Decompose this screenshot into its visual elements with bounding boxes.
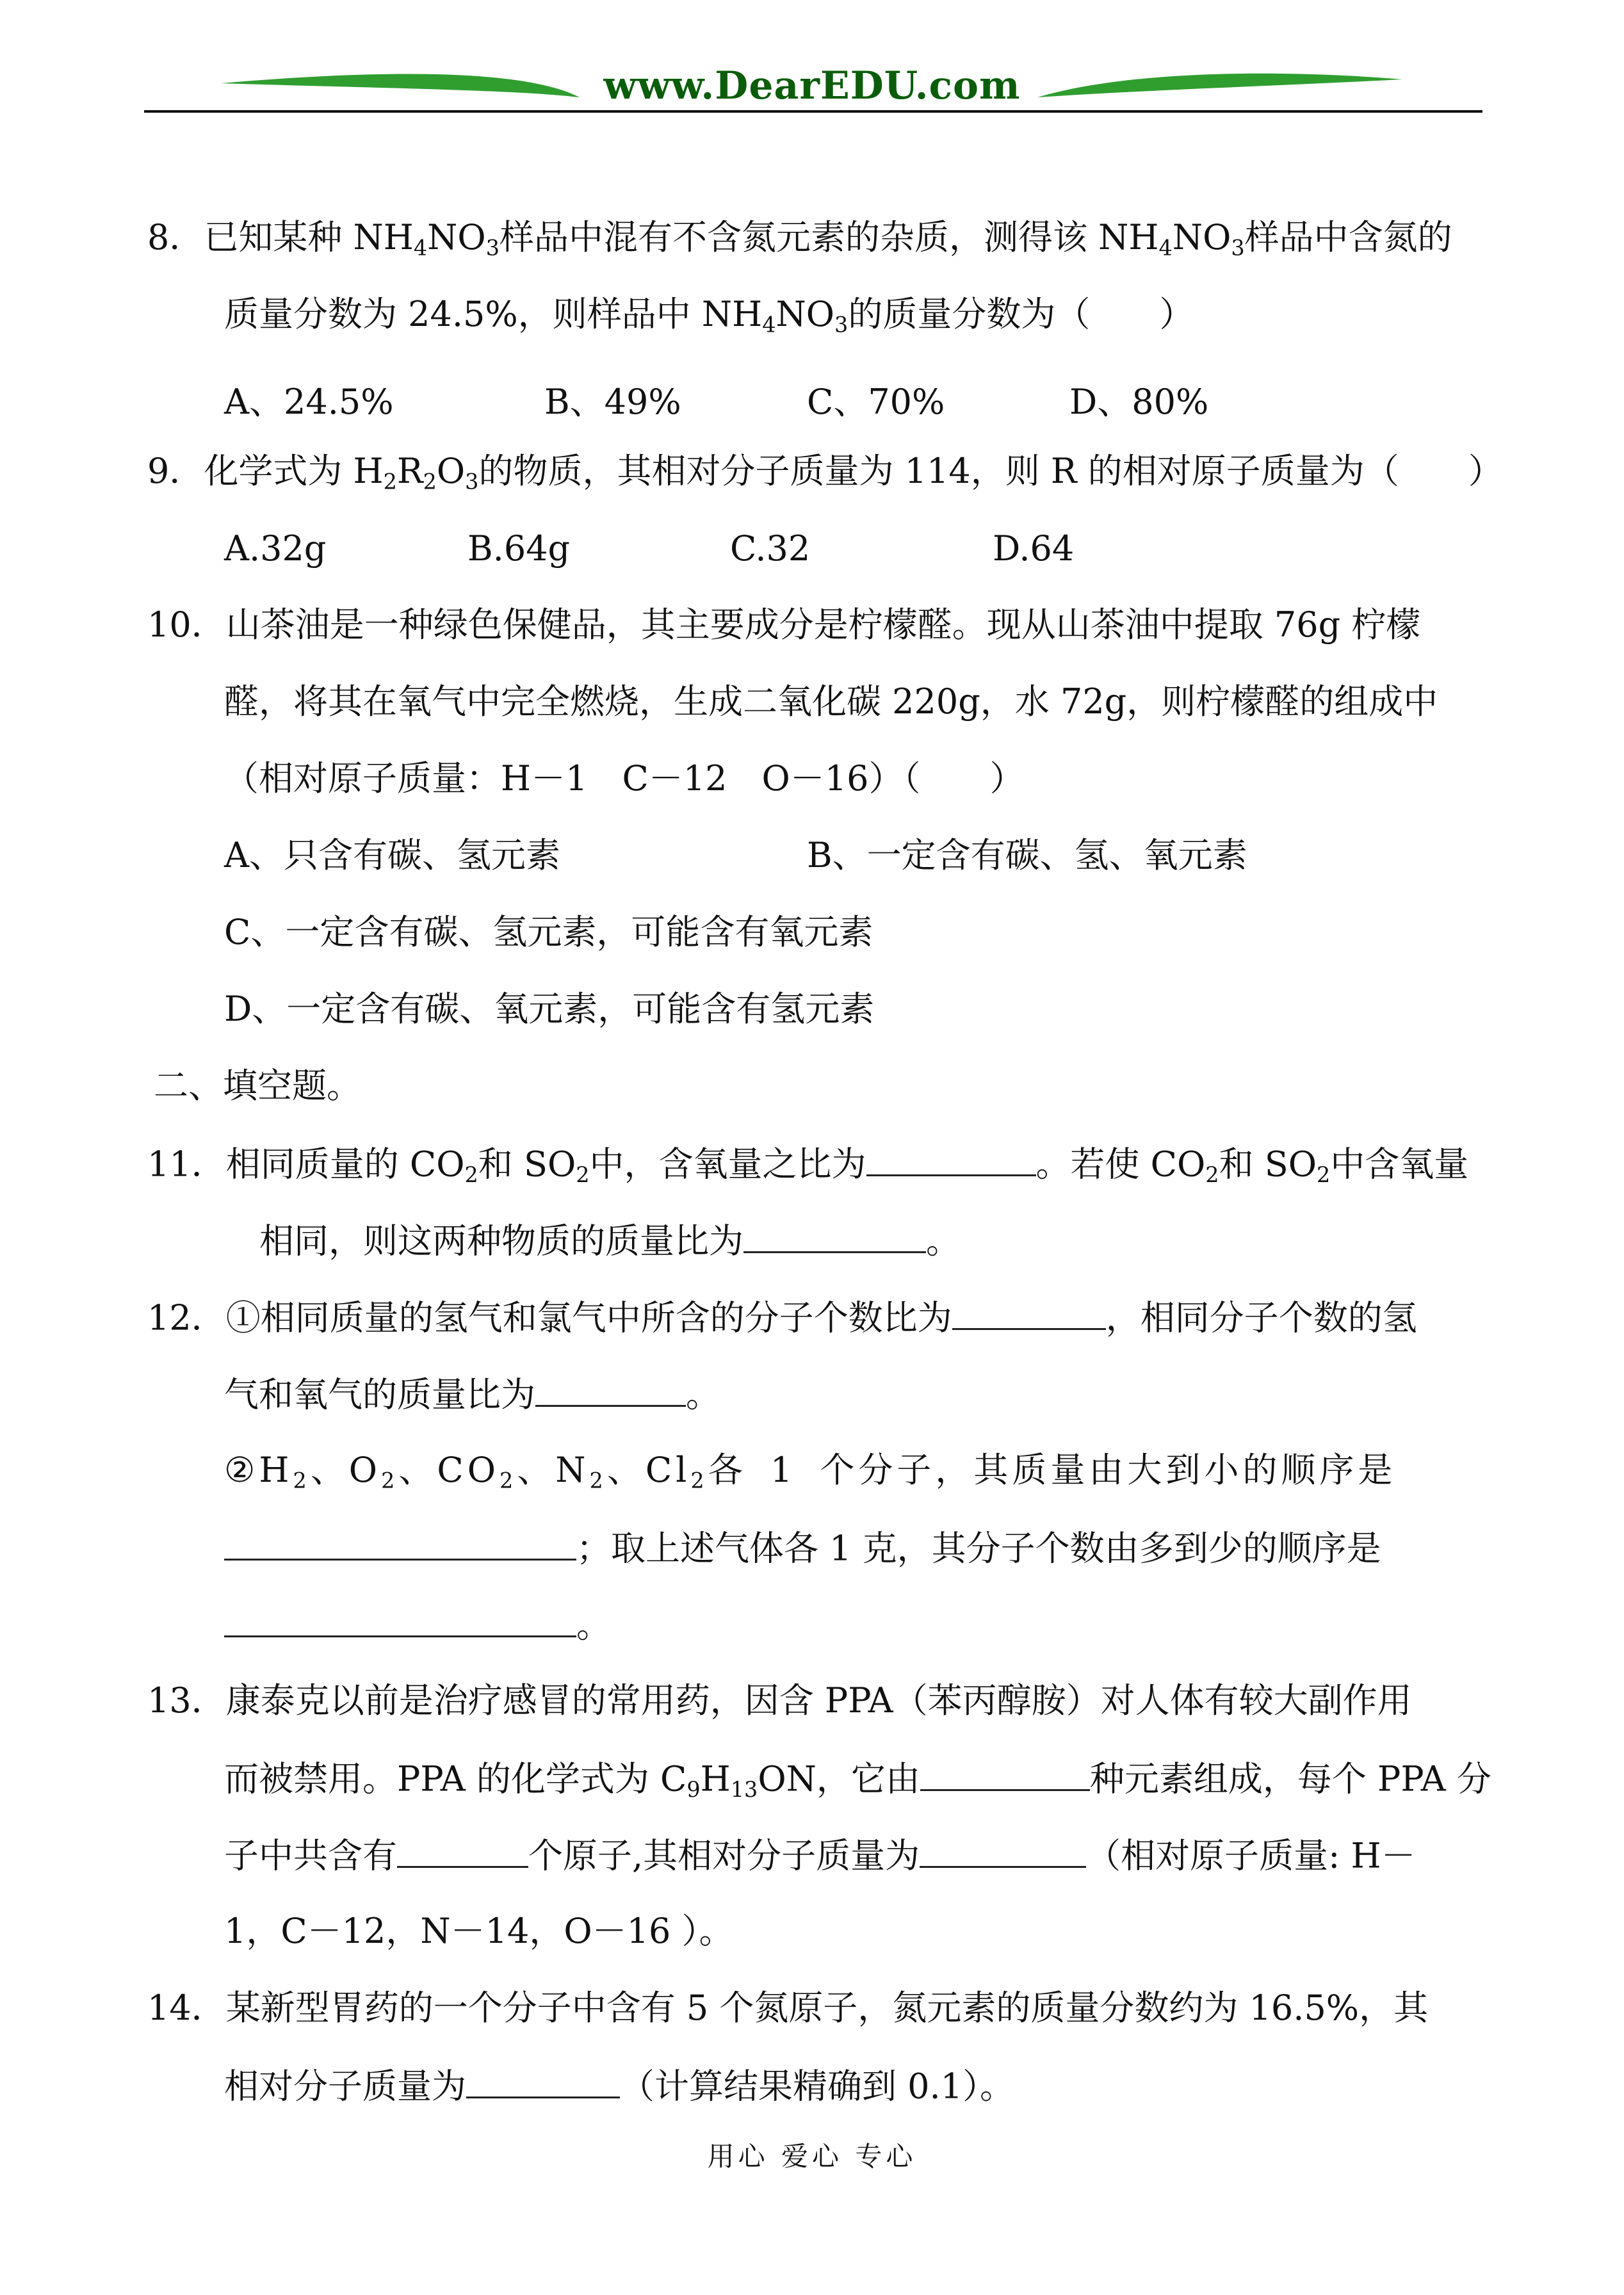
question-14-line-1: 14．某新型胃药的一个分子中含有 5 个氮原子，氮元素的质量分数约为 16.5%，其 [147, 1988, 1429, 2028]
answer-blank[interactable] [224, 1527, 576, 1561]
option-c: C.32 [730, 528, 811, 569]
question-10-line-3: （相对原子质量：H－1 C－12 O－16）（ ） [224, 758, 1025, 799]
question-12-line-3: $②H_2$、$O_2$、$CO_2$、$N_2$、$Cl_2$各 1 个分子，其质量由大到小的顺序是 [224, 1450, 1397, 1493]
question-10-option-b: B、一定含有碳、氢、氧元素 [807, 835, 1247, 875]
question-13-line-4: 1，C－12，N－14，O－16 ）。 [224, 1911, 734, 1951]
answer-blank[interactable] [866, 1143, 1036, 1176]
answer-blank[interactable] [535, 1374, 686, 1407]
question-12-line-5: 。 [224, 1604, 611, 1646]
answer-blank[interactable] [952, 1297, 1106, 1330]
option-b: B.64g [467, 528, 571, 569]
question-12-line-1: 12．①相同质量的氢气和氯气中所含的分子个数比为 ，相同分子个数的氢 [147, 1297, 1417, 1338]
option-d: D、80% [1069, 382, 1209, 422]
question-12-line-2: 气和氧气的质量比为 。 [224, 1374, 720, 1415]
page-footer: 用心 爱心 专心 [707, 2141, 917, 2172]
question-13-line-1: 13．康泰克以前是治疗感冒的常用药，因含 PPA（苯丙醇胺）对人体有较大副作用 [147, 1680, 1412, 1721]
question-12-line-4: ；取上述气体各 1 克，其分子个数由多到少的顺序是 [224, 1527, 1381, 1569]
question-10-option-d: D、一定含有碳、氧元素，可能含有氢元素 [224, 989, 875, 1029]
answer-blank[interactable] [743, 1220, 926, 1253]
question-13-line-2: 而被禁用。PPA 的化学式为 $C_9H_{13}ON$，它由 种元素组成，每个 PPA 分 [224, 1758, 1491, 1802]
question-8-line-1: 8．已知某种 $NH_4NO_3$样品中混有不含氮元素的杂质，测得该 $NH_4NO_3$样品中含氮的 [147, 217, 1452, 261]
section-heading: 二、填空题。 [154, 1066, 361, 1106]
question-13-line-3: 子中共含有 个原子,其相对分子质量为 （相对原子质量: H－ [224, 1835, 1416, 1876]
answer-blank[interactable] [466, 2065, 620, 2098]
answer-blank[interactable] [397, 1835, 528, 1868]
option-d: D.64 [993, 528, 1075, 569]
question-11-line-2: 相同，则这两种物质的质量比为 。 [259, 1220, 961, 1261]
question-10-option-a: A、只含有碳、氢元素 [224, 835, 560, 875]
question-10-line-1: 10．山茶油是一种绿色保健品，其主要成分是柠檬醛。现从山茶油中提取 76g 柠檬 [147, 604, 1421, 645]
answer-blank[interactable] [224, 1604, 576, 1637]
question-8-line-2: 质量分数为 24.5%，则样品中 $NH_4NO_3$的质量分数为（ ） [224, 294, 1194, 337]
question-10-option-c: C、一定含有碳、氢元素，可能含有氧元素 [224, 912, 873, 952]
page-header [0, 0, 1624, 122]
option-c: C、70% [807, 382, 945, 422]
answer-blank[interactable] [920, 1835, 1086, 1868]
option-b: B、49% [544, 382, 681, 422]
question-10-line-2: 醛，将其在氧气中完全燃烧，生成二氧化碳 220g，水 72g，则柠檬醛的组成中 [224, 681, 1438, 722]
option-a: A.32g [224, 528, 327, 569]
option-a: A、24.5% [224, 382, 394, 422]
question-11-line-1: 11．相同质量的 $CO_2$和 $SO_2$中，含氧量之比为 。若使 $CO_2$和 $SO_2$中含氧量 [147, 1144, 1469, 1187]
answer-blank[interactable] [920, 1758, 1090, 1791]
question-9-line-1: 9．化学式为 $H_2R_2O_3$的物质，其相对分子质量为 114，则 R 的相对原子质量为（ ） [147, 451, 1503, 494]
question-14-line-2: 相对分子质量为 （计算结果精确到 0.1）。 [224, 2066, 1015, 2107]
site-logo: www.DearEDU.com [603, 63, 1021, 108]
